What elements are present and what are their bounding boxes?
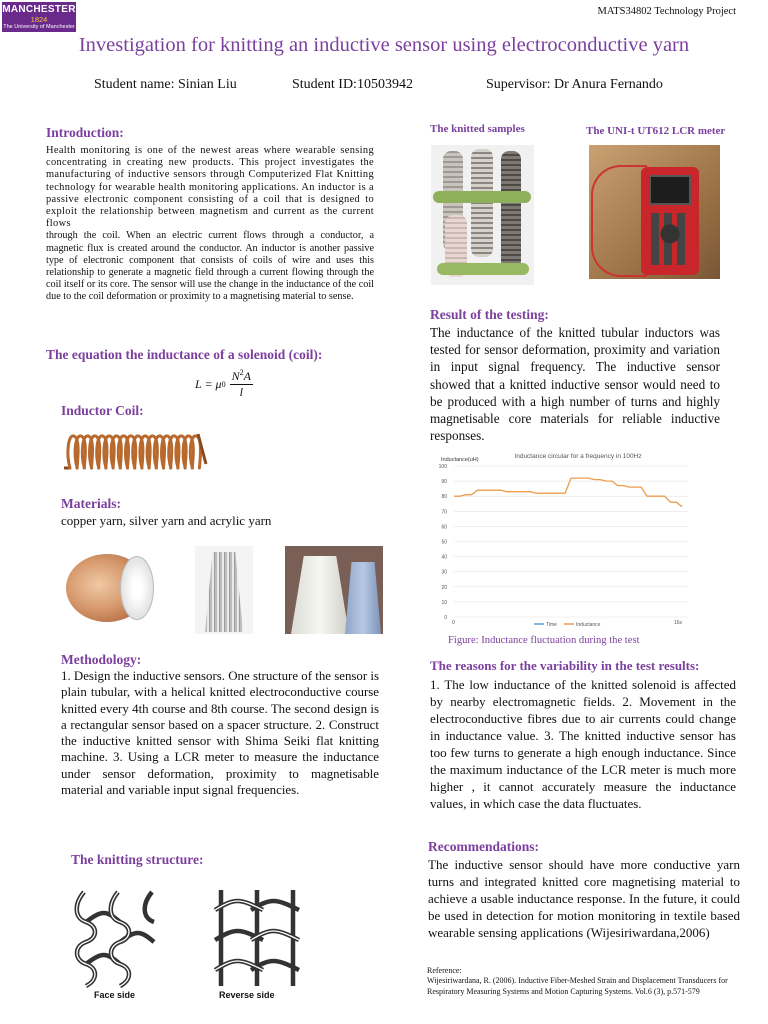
sample-tube-3 xyxy=(501,151,521,269)
meter-keypad xyxy=(651,213,689,265)
equation-heading: The equation the inductance of a solenoid (coil): xyxy=(46,347,323,362)
silver-cone xyxy=(205,552,243,632)
chart-y-tick-label: 10 xyxy=(441,599,447,606)
introduction-heading: Introduction: xyxy=(46,125,124,140)
methodology-text: 1. Design the inductive sensors. One structure of the sensor is plain tubular, with a helical knitted electroconductive course knitted every 4th course and 8th course. The second design is a rectangular sensor based on a spacer structure. 2. Construct the inductive knitted sensor with Shima Seiki flat knitting machine. 3. Using a LCR meter to measure the inductance under sensor deformation, proximity to magnetisable material and variable input signal frequencies. xyxy=(61,669,379,798)
equation-lhs: L = μ xyxy=(195,376,222,391)
inductance-chart xyxy=(438,452,692,632)
inductor-coil-heading: Inductor Coil: xyxy=(61,403,144,418)
chart-x-tick-label: 0 xyxy=(452,620,455,626)
face-side-diagram xyxy=(72,884,164,992)
equation-n: N xyxy=(231,369,240,383)
chart-y-tick-label: 70 xyxy=(441,509,447,516)
chart-y-tick-label: 100 xyxy=(438,464,447,470)
logo-year: 1824 xyxy=(30,15,48,24)
sample-tube-2 xyxy=(471,149,493,257)
equation-mu-sub: 0 xyxy=(221,379,226,389)
reverse-side-label: Reverse side xyxy=(219,990,275,1000)
materials-text: copper yarn, silver yarn and acrylic yarn xyxy=(61,513,272,528)
copper-coil-image xyxy=(60,424,210,480)
reasons-heading: The reasons for the variability in the test results: xyxy=(430,658,700,673)
chart-y-tick-label: 0 xyxy=(444,615,447,621)
introduction-text-upper: Health monitoring is one of the newest areas where wearable sensing concentrating in creating new products. This project investigates the manufacturing of inductive sensors through Computerized Flat Knitting technology for wearable health monitoring applications. An inductor is a passive electronic component consisting of a coil that is designed to exploit the relationship between magnetism and current as the current flows xyxy=(46,145,374,230)
methodology-heading: Methodology: xyxy=(61,652,142,667)
meter-cable xyxy=(591,165,647,277)
sample-green-band-2 xyxy=(437,263,529,275)
chart-y-ticks xyxy=(439,464,448,621)
course-code: MATS34802 Technology Project xyxy=(597,6,736,17)
chart-legend-label: Inductance xyxy=(576,622,601,628)
introduction-text-lower: through the coil. When an electric current flows through a conductor, a magnetic flux is created around the conductor. An inductor is another passive type of electronic component that consists of coils of wire and uses this relationship to generate a magnetic field through a current flowing through the coil itself or its core. The sensor will use the change in the inductance of the coil due to the coil deformation or proximity to a magnetising material to sense. xyxy=(46,230,374,303)
copper-yarn-photo xyxy=(60,546,160,626)
chart-y-tick-label: 80 xyxy=(441,494,447,501)
introduction-text xyxy=(46,145,374,304)
chart-ylabel: Inductance(uH) xyxy=(441,457,479,463)
materials-heading: Materials: xyxy=(61,496,121,511)
equation-denominator: l xyxy=(239,385,243,399)
university-logo xyxy=(2,2,76,32)
chart-series-line xyxy=(454,478,682,507)
student-name: Student name: Sinian Liu xyxy=(94,77,237,92)
knitting-structure-heading: The knitting structure: xyxy=(71,852,204,867)
coil-turns xyxy=(68,436,201,468)
inductance-equation xyxy=(195,368,253,400)
poster-title: Investigation for knitting an inductive sensor using electroconductive yarn xyxy=(78,34,690,56)
chart-caption: Figure: Inductance fluctuation during the test xyxy=(448,635,640,646)
face-side-label: Face side xyxy=(94,990,136,1000)
chart-y-tick-label: 30 xyxy=(441,569,447,576)
chart-y-tick-label: 20 xyxy=(441,584,447,591)
silver-yarn-photo xyxy=(195,546,253,634)
sample-green-band-1 xyxy=(433,191,531,203)
recommendations-text: The inductive sensor should have more conductive yarn turns and integrated knitted core magnetising material to achieve a usable inductance response. In the future, it could be used in detection for motion monitoring in textile based wearable sensing applications (Wijesiriwardana,2006) xyxy=(428,857,740,940)
white-cone xyxy=(291,556,349,634)
chart-y-tick-label: 40 xyxy=(441,554,447,561)
chart-y-tick-label: 90 xyxy=(441,479,447,486)
reasons-text: 1. The low inductance of the knitted solenoid is affected by nearby electromagnetic fields. 2. Movement in the electroconductive fibres due to air currents could change in inductance value. 3. The knitted inductive sensor has too few turns to generate a high enough inductance. Since the maximum inductance of the LCR meter is much more higher , it cannot accurately measure the inductance values, in which case the data fluctuates. xyxy=(430,677,736,811)
supervisor: Supervisor: Dr Anura Fernando xyxy=(486,77,663,92)
knitted-samples-photo xyxy=(431,145,534,285)
knitted-samples-heading: The knitted samples xyxy=(430,123,525,135)
equation-n-sup: 2 xyxy=(239,368,244,377)
chart-x-tick-label: 16s xyxy=(674,620,683,626)
reference-text: Wijesiriwardana, R. (2006). Inductive Fiber-Meshed Strain and Displacement Transducers for Respiratory Measuring Systems and Motion Capturing Systems. Vol.6 (3), p.571-579 xyxy=(427,976,728,996)
chart-gridlines xyxy=(454,466,688,617)
result-heading: Result of the testing: xyxy=(430,307,549,322)
student-id: Student ID:10503942 xyxy=(292,77,413,92)
chart-series xyxy=(454,478,682,507)
reverse-side-diagram xyxy=(211,884,303,992)
equation-fraction xyxy=(230,368,253,400)
logo-name: MANCHESTER xyxy=(2,4,76,15)
chart-y-tick-label: 50 xyxy=(441,539,447,546)
equation-numerator xyxy=(230,368,253,385)
spool-flange xyxy=(120,556,154,620)
chart-legend xyxy=(534,622,601,628)
chart-title: Inductance circular for a frequency in 100Hz xyxy=(514,453,642,460)
chart-y-tick-label: 60 xyxy=(441,524,447,531)
recommendations-heading: Recommendations: xyxy=(428,839,539,854)
blue-cone xyxy=(345,562,381,634)
chart-legend-label: Time xyxy=(546,622,557,628)
equation-a: A xyxy=(243,369,251,383)
lcr-meter-photo xyxy=(589,145,720,279)
acrylic-yarn-photo xyxy=(285,546,383,634)
reference-label: Reference: xyxy=(427,966,462,975)
lcr-meter-heading: The UNI-t UT612 LCR meter xyxy=(586,125,726,137)
result-text: The inductance of the knitted tubular inductors was tested for sensor deformation, proximity and variation in input signal frequency. The inductive sensor showed that a knitted inductive sensor would need to be produced with a high number of turns and highly magnetisable core materials for reliable inductive responses. xyxy=(430,325,720,444)
chart-x-ticks xyxy=(452,620,683,626)
logo-subtitle: The University of Manchester xyxy=(3,24,75,30)
meter-screen xyxy=(649,175,691,205)
